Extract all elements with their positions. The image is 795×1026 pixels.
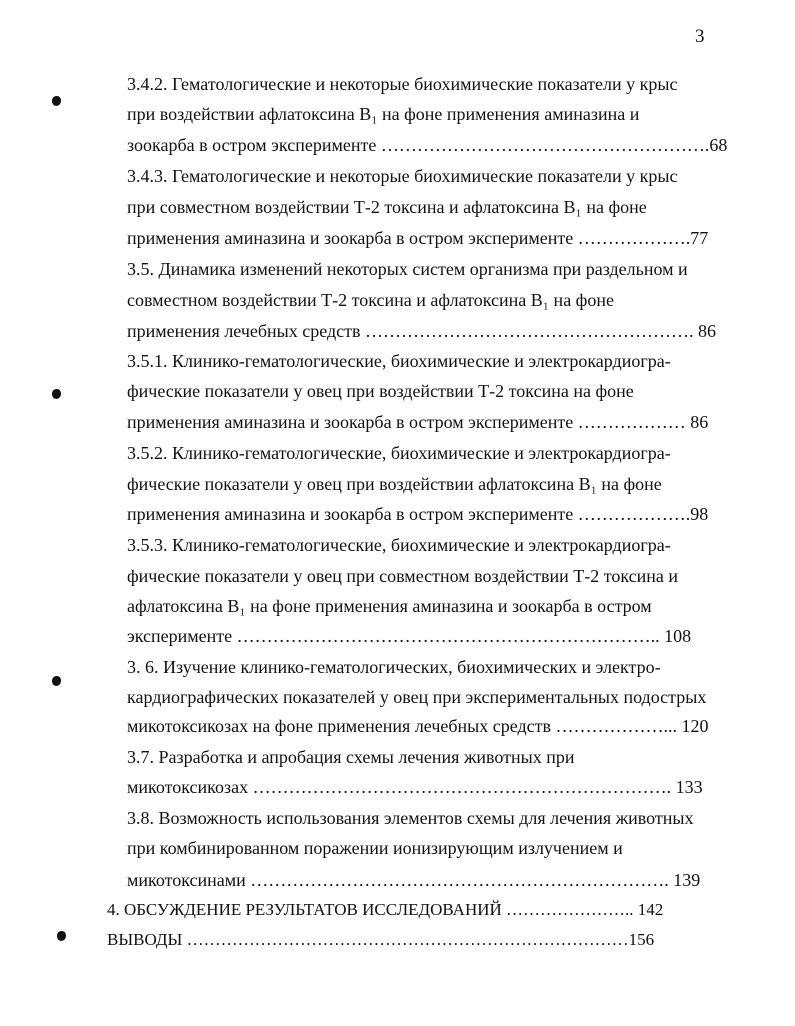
toc-entry-line: микотоксикозах на фоне применения лечебных средств ………………... 120 (127, 716, 709, 736)
toc-entry-line: 3.5.1. Клинико-гематологические, биохимические и электрокардиогра- (127, 351, 671, 371)
margin-bullet (52, 96, 61, 106)
toc-entry-line: при совместном воздействии Т-2 токсина и афлатоксина В₁ на фоне (127, 197, 647, 217)
toc-entry-line: 3.4.2. Гематологические и некоторые биохимические показатели у крыс (127, 74, 678, 94)
toc-entry-line: 3. 6. Изучение клинико-гематологических, биохимических и электро- (127, 657, 661, 677)
toc-entry-line: применения лечебных средств ………………………………………………. 86 (127, 321, 717, 341)
toc-entry-line: микотоксинами ……………………………………………………………. 139 (127, 870, 701, 890)
page-number: 3 (695, 26, 705, 47)
toc-entry-line: фические показатели у овец при совместном воздействии Т-2 токсина и (127, 566, 679, 586)
toc-entry-line: зоокарба в остром эксперименте ……………………………………………….68 (127, 135, 728, 155)
toc-entry-line: 4. ОБСУЖДЕНИЕ РЕЗУЛЬТАТОВ ИССЛЕДОВАНИЙ ………………….. 142 (107, 900, 664, 919)
toc-entry-line: кардиографических показателей у овец при экспериментальных подострых (127, 687, 707, 707)
toc-entry-line: фические показатели у овец при воздействии Т-2 токсина на фоне (127, 381, 634, 401)
toc-entry-line: применения аминазина и зоокарба в остром эксперименте ……………….77 (127, 228, 709, 248)
toc-entry-line: 3.8. Возможность использования элементов схемы для лечения животных (127, 808, 694, 828)
toc-entry-line: 3.4.3. Гематологические и некоторые биохимические показатели у крыс (127, 166, 678, 186)
toc-entry-line: применения аминазина и зоокарба в остром эксперименте ……………… 86 (127, 412, 709, 432)
toc-entry-line: афлатоксина В₁ на фоне применения аминазина и зоокарба в остром (127, 596, 652, 616)
toc-entry-line: при воздействии афлатоксина В₁ на фоне применения аминазина и (127, 104, 640, 124)
toc-entry-line: 3.7. Разработка и апробация схемы лечения животных при (127, 747, 575, 767)
toc-entry-line: 3.5.2. Клинико-гематологические, биохимические и электрокардиогра- (127, 443, 671, 463)
toc-entry-line: 3.5. Динамика изменений некоторых систем организма при раздельном и (127, 259, 688, 279)
toc-entry-line: микотоксикозах ……………………………………………………………. 133 (127, 777, 703, 797)
toc-entry-line: фические показатели у овец при воздействии афлатоксина В₁ на фоне (127, 474, 662, 494)
toc-entry-line: ВЫВОДЫ ……………………………………………………………………156 (107, 930, 655, 949)
margin-bullet (52, 676, 61, 686)
toc-entry-line: эксперименте …………………………………………………………….. 108 (127, 626, 692, 646)
margin-bullet (57, 931, 66, 941)
toc-entry-line: 3.5.3. Клинико-гематологические, биохимические и электрокардиогра- (127, 535, 671, 555)
margin-bullet (52, 389, 61, 399)
toc-entry-line: при комбинированном поражении ионизирующим излучением и (127, 838, 623, 858)
toc-entry-line: применения аминазина и зоокарба в остром эксперименте ……………….98 (127, 504, 709, 524)
toc-entry-line: совместном воздействии Т-2 токсина и афлатоксина В₁ на фоне (127, 290, 614, 310)
